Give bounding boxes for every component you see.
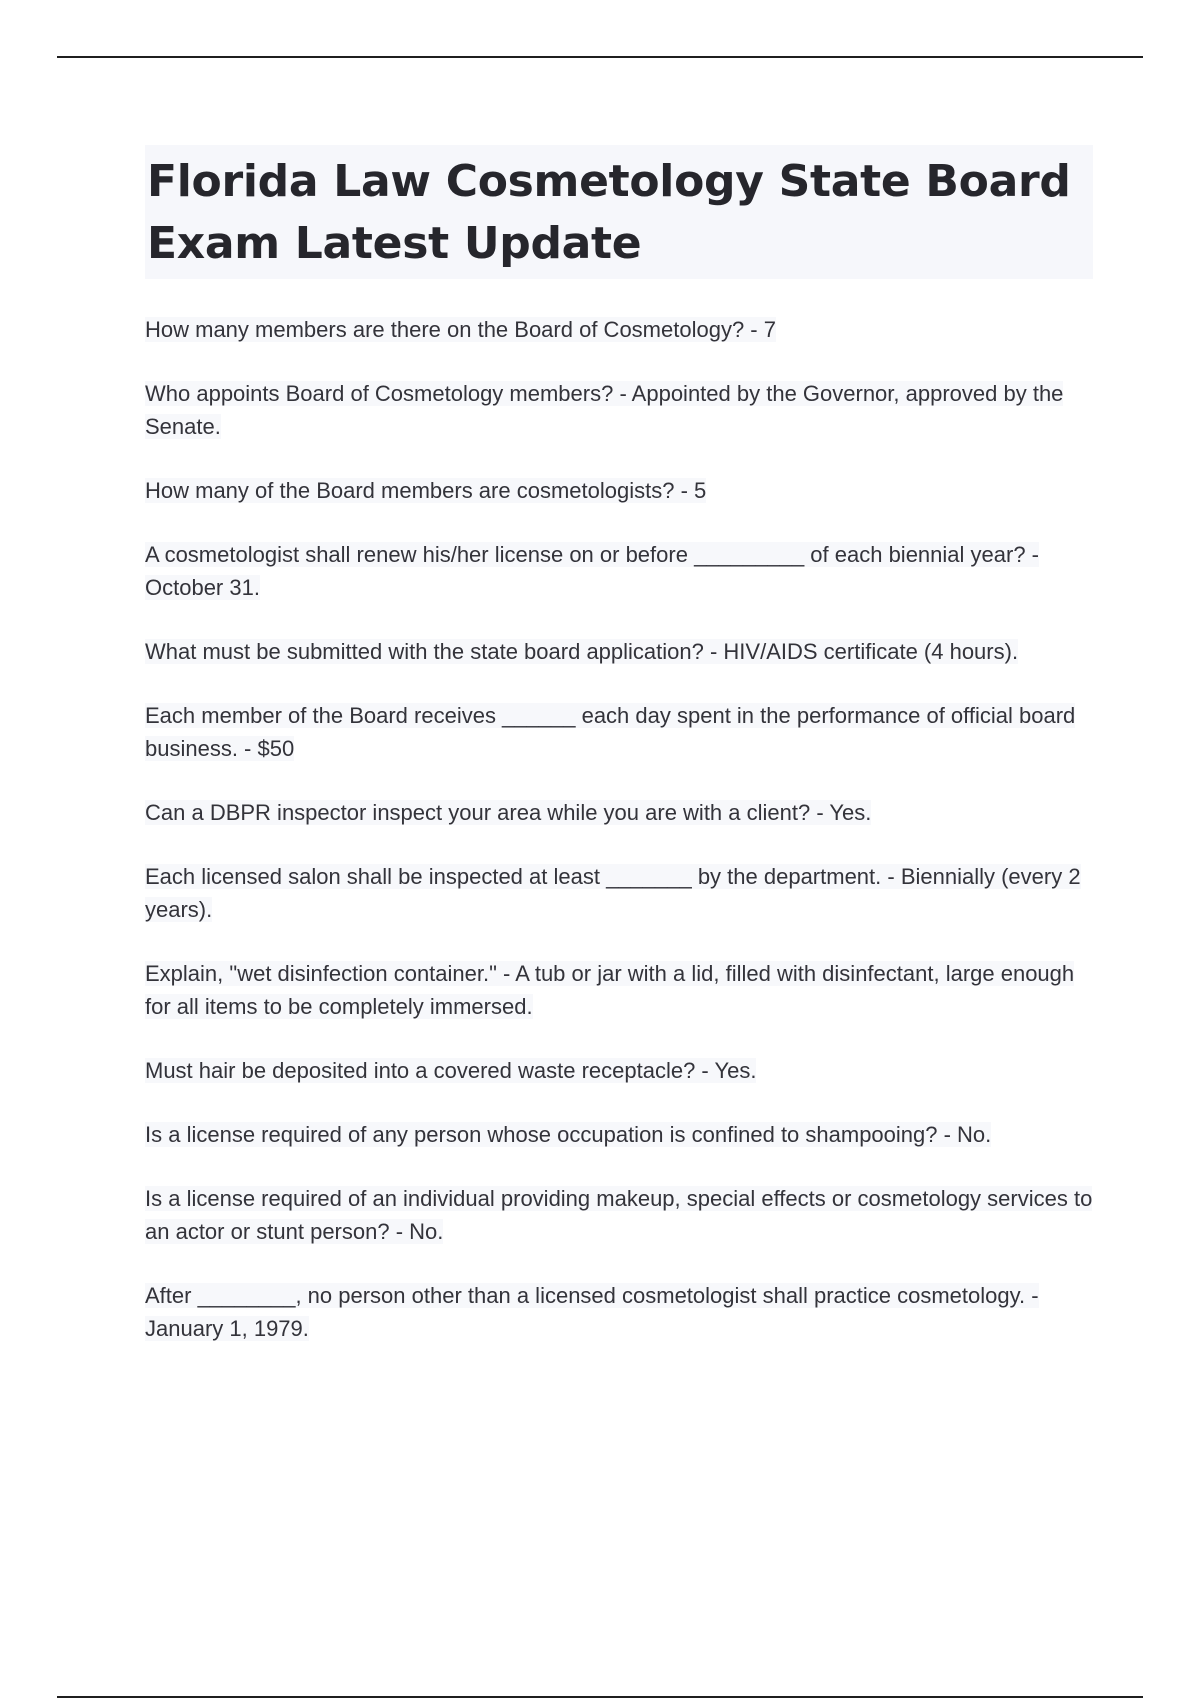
qa-text: A cosmetologist shall renew his/her license on or before _________ of each biennial year? - October 31.: [145, 542, 1039, 600]
qa-item: [145, 474, 1093, 507]
top-rule: [57, 56, 1143, 58]
qa-text: Each member of the Board receives ______ each day spent in the performance of official board business. - $50: [145, 703, 1076, 761]
qa-item: [145, 1279, 1093, 1345]
bottom-rule: [57, 1696, 1143, 1698]
qa-text: Who appoints Board of Cosmetology members? - Appointed by the Governor, approved by the Senate.: [145, 381, 1064, 439]
qa-text: After ________, no person other than a licensed cosmetologist shall practice cosmetology. - January 1, 1979.: [145, 1283, 1039, 1341]
qa-text: Each licensed salon shall be inspected at least _______ by the department. - Biennially (every 2 years).: [145, 864, 1081, 922]
qa-item: [145, 538, 1093, 604]
qa-item: [145, 1118, 1093, 1151]
qa-text: Explain, "wet disinfection container." - A tub or jar with a lid, filled with disinfectant, large enough for all items to be completely immersed.: [145, 961, 1075, 1019]
qa-text: How many members are there on the Board of Cosmetology? - 7: [145, 317, 776, 342]
qa-item: [145, 635, 1093, 668]
qa-item: [145, 796, 1093, 829]
qa-item: [145, 1182, 1093, 1248]
document-title: Florida Law Cosmetology State Board Exam Latest Update: [147, 156, 1071, 269]
qa-item: [145, 377, 1093, 443]
qa-item: [145, 957, 1093, 1023]
qa-item: [145, 699, 1093, 765]
qa-item: [145, 860, 1093, 926]
qa-item: [145, 1054, 1093, 1087]
qa-text: How many of the Board members are cosmetologists? - 5: [145, 478, 707, 503]
qa-text: Must hair be deposited into a covered waste receptacle? - Yes.: [145, 1058, 757, 1083]
qa-text: Is a license required of an individual providing makeup, special effects or cosmetology services to an actor or stunt person? - No.: [145, 1186, 1093, 1244]
qa-item: [145, 313, 1093, 346]
qa-text: What must be submitted with the state board application? - HIV/AIDS certificate (4 hours).: [145, 639, 1019, 664]
qa-text: Is a license required of any person whose occupation is confined to shampooing? - No.: [145, 1122, 992, 1147]
qa-list: [145, 313, 1093, 1345]
title-block: [145, 145, 1093, 279]
document-body: [145, 145, 1093, 1376]
qa-text: Can a DBPR inspector inspect your area while you are with a client? - Yes.: [145, 800, 872, 825]
